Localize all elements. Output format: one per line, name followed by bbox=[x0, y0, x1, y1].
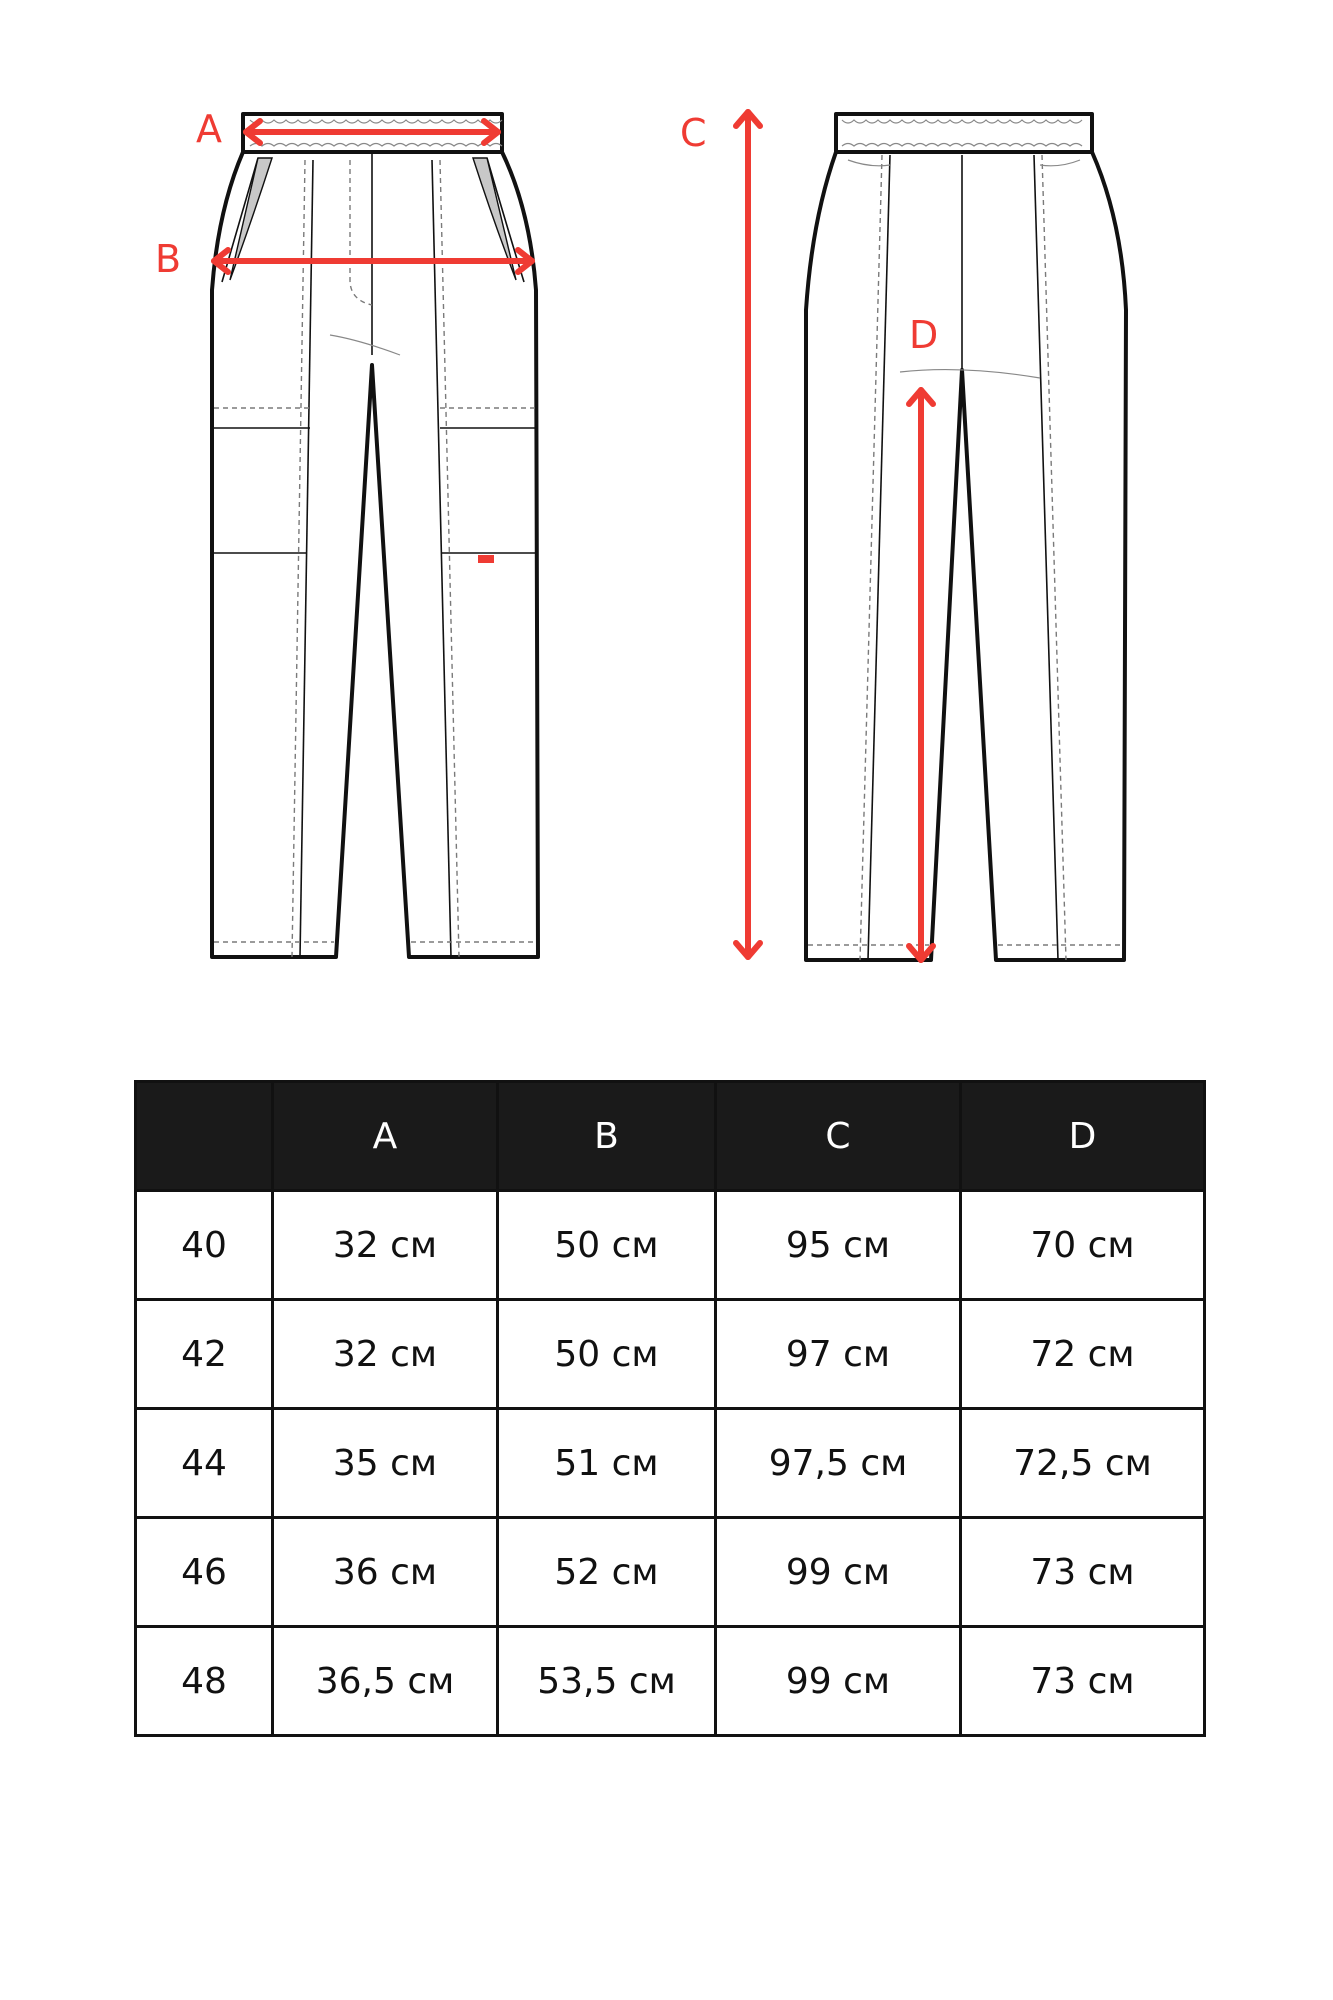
table-cell: 97,5 см bbox=[716, 1409, 961, 1518]
table-row bbox=[136, 1300, 1205, 1409]
table-row bbox=[136, 1191, 1205, 1300]
table-row bbox=[136, 1627, 1205, 1736]
pants-front-view bbox=[212, 114, 538, 957]
size-cell: 44 bbox=[136, 1409, 273, 1518]
size-cell: 48 bbox=[136, 1627, 273, 1736]
table-cell: 99 см bbox=[716, 1627, 961, 1736]
front-pants-body bbox=[212, 152, 538, 957]
size-cell: 40 bbox=[136, 1191, 273, 1300]
table-cell: 70 см bbox=[961, 1191, 1205, 1300]
table-cell: 72,5 см bbox=[961, 1409, 1205, 1518]
table-cell: 36 см bbox=[273, 1518, 498, 1627]
table-cell: 73 см bbox=[961, 1518, 1205, 1627]
label-d: D bbox=[909, 313, 939, 357]
table-cell: 97 см bbox=[716, 1300, 961, 1409]
header-c: C bbox=[716, 1082, 961, 1191]
label-c: C bbox=[680, 111, 707, 155]
header-b: B bbox=[498, 1082, 716, 1191]
size-cell: 46 bbox=[136, 1518, 273, 1627]
label-b: B bbox=[155, 237, 182, 281]
table-cell: 50 см bbox=[498, 1300, 716, 1409]
table-cell: 52 см bbox=[498, 1518, 716, 1627]
header-a: A bbox=[273, 1082, 498, 1191]
size-cell: 42 bbox=[136, 1300, 273, 1409]
table-cell: 32 см bbox=[273, 1191, 498, 1300]
arrow-c bbox=[736, 112, 760, 957]
table-cell: 72 см bbox=[961, 1300, 1205, 1409]
table-cell: 35 см bbox=[273, 1409, 498, 1518]
header-d: D bbox=[961, 1082, 1205, 1191]
table-cell: 50 см bbox=[498, 1191, 716, 1300]
table-cell: 53,5 см bbox=[498, 1627, 716, 1736]
table-row bbox=[136, 1409, 1205, 1518]
table-cell: 36,5 см bbox=[273, 1627, 498, 1736]
size-table bbox=[134, 1080, 1206, 1737]
table-cell: 73 см bbox=[961, 1627, 1205, 1736]
pants-back-view bbox=[806, 114, 1126, 960]
table-header-row bbox=[136, 1082, 1205, 1191]
table-cell: 99 см bbox=[716, 1518, 961, 1627]
back-waistband bbox=[836, 114, 1092, 152]
back-pants-body bbox=[806, 152, 1126, 960]
table-row bbox=[136, 1518, 1205, 1627]
table-cell: 32 см bbox=[273, 1300, 498, 1409]
table-cell: 95 см bbox=[716, 1191, 961, 1300]
label-a: A bbox=[196, 107, 222, 151]
table-cell: 51 см bbox=[498, 1409, 716, 1518]
header-corner bbox=[136, 1082, 273, 1191]
